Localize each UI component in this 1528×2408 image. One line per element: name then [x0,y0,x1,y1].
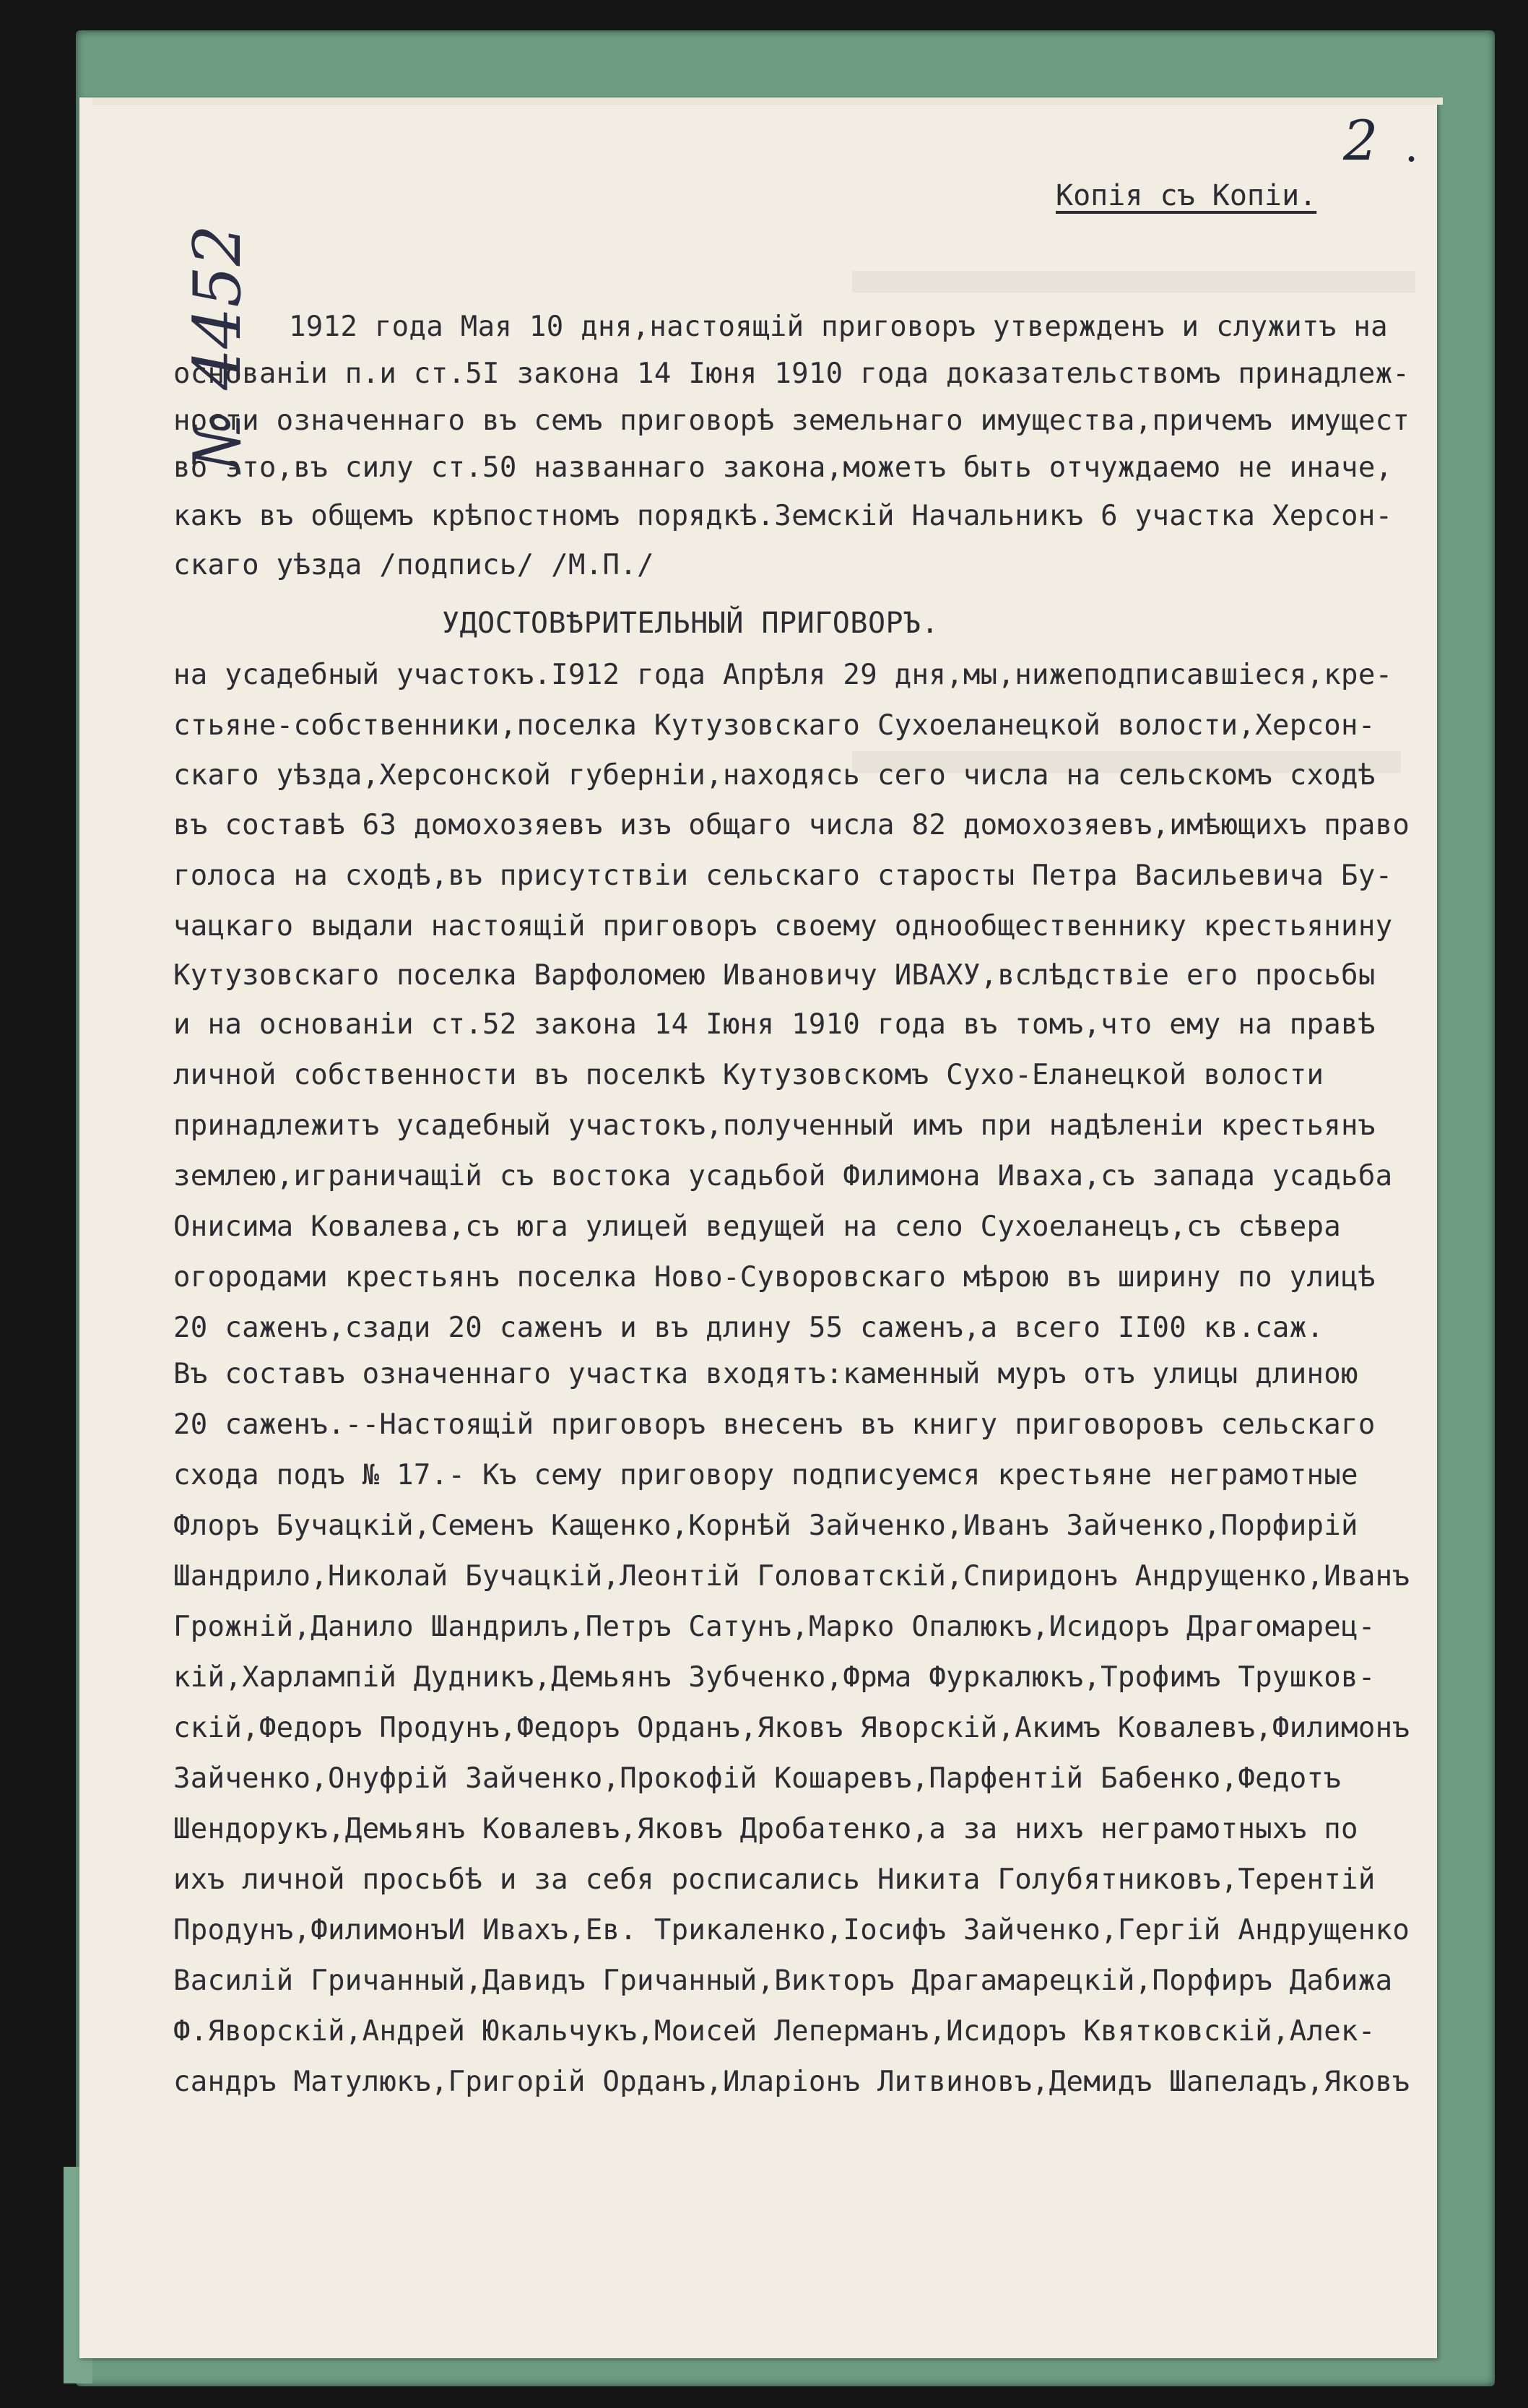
approval-line: во это,въ силу ст.50 названнаго закона,можетъ быть отчуждаемо не иначе, [173,451,1393,484]
body-line: на усадебный участокъ.I912 года Апрѣля 29 дня,мы,нижеподписавшіеся,кре- [173,659,1393,691]
body-line: Ф.Яворскій,Андрей Юкальчукъ,Моисей Леперманъ,Исидоръ Квятковскій,Алек- [173,2015,1376,2048]
page-number-dot: . [1405,121,1419,172]
body-line: Шендорукъ,Демьянъ Ковалевъ,Яковъ Дробатенко,а за нихъ неграмотныхъ по [173,1813,1358,1845]
body-line: землею,играничащій съ востока усадьбой Филимона Иваха,съ запада усадьба [173,1160,1393,1192]
body-line: Кутузовскаго поселка Варфоломею Ивановичу ИВАХУ,вслѣдствіе его просьбы [173,959,1376,992]
body-line: Флоръ Бучацкій,Семенъ Кащенко,Корнѣй Зайченко,Иванъ Зайченко,Порфирій [173,1510,1358,1542]
body-line: скій,Федоръ Продунъ,Федоръ Орданъ,Яковъ Яворскій,Акимъ Ковалевъ,Филимонъ [173,1712,1410,1744]
body-line: Шандрило,Николай Бучацкій,Леонтій Головатскій,Спиридонъ Андрущенко,Иванъ [173,1560,1410,1593]
body-line: 20 саженъ.--Настоящій приговоръ внесенъ въ книгу приговоровъ сельскаго [173,1408,1376,1441]
approval-line: основаніи п.и ст.5I закона 14 Іюня 1910 года доказательствомъ принадлеж- [173,358,1410,390]
body-line: огородами крестьянъ поселка Ново-Суворовскаго мѣрою въ ширину по улицѣ [173,1261,1376,1294]
body-line: голоса на сходѣ,въ присутствіи сельскаго старосты Петра Васильевича Бу- [173,859,1393,892]
bleed-through-mark [852,271,1415,293]
body-line: Василій Гричанный,Давидъ Гричанный,Викторъ Драгамарецкій,Порфиръ Дабижа [173,1965,1393,1997]
approval-line: 1912 года Мая 10 дня,настоящій приговоръ утвержденъ и служитъ на [289,311,1388,343]
body-line: скаго уѣзда,Херсонской губерніи,находясь сего числа на сельскомъ сходѣ [173,759,1376,792]
body-line: ихъ личной просьбѣ и за себя росписались Никита Голубятниковъ,Терентій [173,1863,1376,1896]
body-line: Грожній,Данило Шандрилъ,Петръ Сатунъ,Марко Опалюкъ,Исидоръ Драгомарец- [173,1611,1376,1643]
body-line: кій,Харлампій Дудникъ,Демьянъ Зубченко,Фрма Фуркалюкъ,Трофимъ Трушков- [173,1661,1376,1694]
body-line: сандръ Матулюкъ,Григорій Орданъ,Иларіонъ Литвиновъ,Демидъ Шапеладъ,Яковъ [173,2066,1410,2098]
approval-line: ности означеннаго въ семъ приговорѣ земельнаго имущества,причемъ имущест [173,404,1410,437]
body-line: 20 саженъ,сзади 20 саженъ и въ длину 55 саженъ,а всего II00 кв.саж. [173,1312,1324,1344]
body-line: чацкаго выдали настоящій приговоръ своему однообщественнику крестьянину [173,910,1393,943]
body-line: Въ составъ означеннаго участка входятъ:каменный муръ отъ улицы длиною [173,1358,1358,1390]
body-line: Продунъ,ФилимонъИ Ивахъ,Ев. Трикаленко,Іосифъ Зайченко,Гергій Андрущенко [173,1914,1410,1946]
document-title: УДОСТОВѢРИТЕЛЬНЫЙ ПРИГОВОРЪ. [442,607,939,640]
copy-header: Копія съ Копіи. [1056,179,1317,212]
body-line: Зайченко,Онуфрій Зайченко,Прокофій Кошаревъ,Парфентій Бабенко,Федотъ [173,1762,1342,1795]
approval-line: какъ въ общемъ крѣпостномъ порядкѣ.Земскій Начальникъ 6 участка Херсон- [173,500,1393,532]
archive-stamp: № 4452 [179,225,256,472]
body-line: принадлежитъ усадебный участокъ,полученный имъ при надѣленіи крестьянъ [173,1109,1376,1142]
approval-line: скаго уѣзда /подпись/ /М.П./ [173,549,654,581]
body-line: въ составѣ 63 домохозяевъ изъ общаго числа 82 домохозяевъ,имѣющихъ право [173,809,1410,841]
body-line: личной собственности въ поселкѣ Кутузовскомъ Сухо-Еланецкой волости [173,1059,1324,1091]
body-line: и на основаніи ст.52 закона 14 Іюня 1910 года въ томъ,что ему на правѣ [173,1008,1376,1041]
body-line: Онисима Ковалева,съ юга улицей ведущей на село Сухоеланецъ,съ сѣвера [173,1211,1342,1243]
body-line: стьяне-собственники,поселка Кутузовскаго Сухоеланецкой волости,Херсон- [173,709,1376,742]
page-number: 2 [1343,108,1379,173]
page-top-edge [92,98,1443,105]
body-line: схода подъ № 17.- Къ сему приговору подписуемся крестьяне неграмотные [173,1459,1358,1491]
